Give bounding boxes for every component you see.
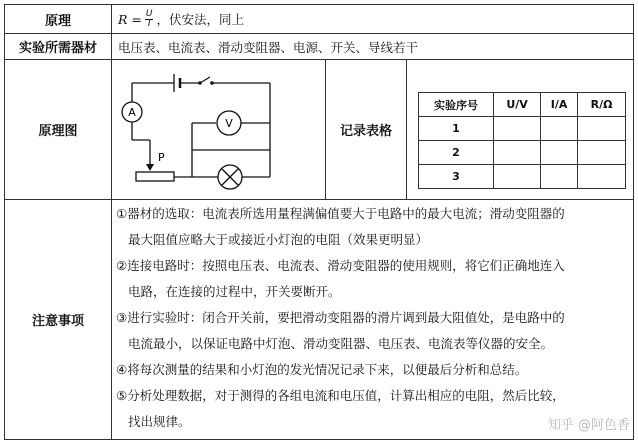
record-label: 记录表格: [339, 124, 392, 139]
table-row: [419, 165, 626, 189]
note-line: ②连接电路时：按照电压表、电流表、滑动变阻器的使用规则，将它们正确地连入: [116, 258, 565, 273]
note-line: ①器材的选取：电流表所选用量程满偏值要大于电路中的最大电流；滑动变阻器的: [116, 206, 565, 221]
circuit-diagram: [112, 60, 325, 199]
empty-cell: [578, 165, 626, 189]
record-header-row: [419, 93, 626, 117]
empty-cell: [541, 141, 578, 165]
note-line: 电流最小，以保证电路中灯泡、滑动变阻器、电压表、电流表等仪器的安全。: [128, 336, 554, 351]
watermark: 知乎 @阿色香: [547, 418, 630, 433]
slider-label: P: [158, 151, 165, 164]
record-header-cell: I/A: [541, 93, 578, 117]
trial-number: 3: [419, 165, 494, 189]
note-line: 电路，在连接的过程中，开关要断开。: [128, 284, 341, 299]
diagram-label: 原理图: [38, 124, 78, 139]
principle-content: [112, 5, 632, 33]
formula-prefix: R =: [118, 11, 142, 27]
note-line: 找出规律。: [128, 414, 191, 429]
note-line: ④将每次测量的结果和小灯泡的发光情况记录下来，以便最后分析和总结。: [116, 362, 528, 377]
fraction-denominator: I: [147, 18, 151, 29]
empty-cell: [494, 165, 541, 189]
materials-label: 实验所需器材: [18, 41, 97, 56]
note-line: 最大阻值应略大于或接近小灯泡的电阻（效果更明显）: [128, 232, 429, 247]
trial-number: 1: [419, 117, 494, 141]
record-header-cell: U/V: [494, 93, 541, 117]
formula-fraction: [145, 10, 154, 29]
slider-arrow: [146, 164, 154, 171]
voltmeter-label: V: [225, 117, 233, 130]
table-row: [419, 117, 626, 141]
empty-cell: [541, 165, 578, 189]
empty-cell: [494, 117, 541, 141]
switch-pivot: [198, 81, 202, 85]
note-line: ③进行实验时：闭合开关前，要把滑动变阻器的滑片调到最大阻值处，是电路中的: [116, 310, 565, 325]
table-row: [419, 141, 626, 165]
rheostat-body: [136, 172, 174, 181]
empty-cell: [578, 117, 626, 141]
principle-label: 原理: [44, 13, 71, 29]
note-line: ⑤分析处理数据，对于测得的各组电流和电压值，计算出相应的电阻，然后比较，: [116, 388, 565, 403]
principle-text: ，伏安法，同上: [156, 12, 244, 27]
table-border-right: [633, 4, 634, 440]
notes-label: 注意事项: [31, 314, 84, 329]
empty-cell: [494, 141, 541, 165]
fraction-numerator: U: [145, 8, 153, 19]
ammeter-label: A: [128, 106, 136, 119]
table-border-bottom: [4, 439, 634, 440]
record-table: [418, 92, 626, 189]
trial-number: 2: [419, 141, 494, 165]
switch-contact: [210, 81, 214, 85]
empty-cell: [578, 141, 626, 165]
column-divider: [406, 59, 407, 200]
materials-content: 电压表、电流表、滑动变阻器、电源、开关、导线若干: [118, 39, 419, 55]
empty-cell: [541, 117, 578, 141]
record-header-cell: 实验序号: [419, 93, 494, 117]
record-header-cell: R/Ω: [578, 93, 626, 117]
